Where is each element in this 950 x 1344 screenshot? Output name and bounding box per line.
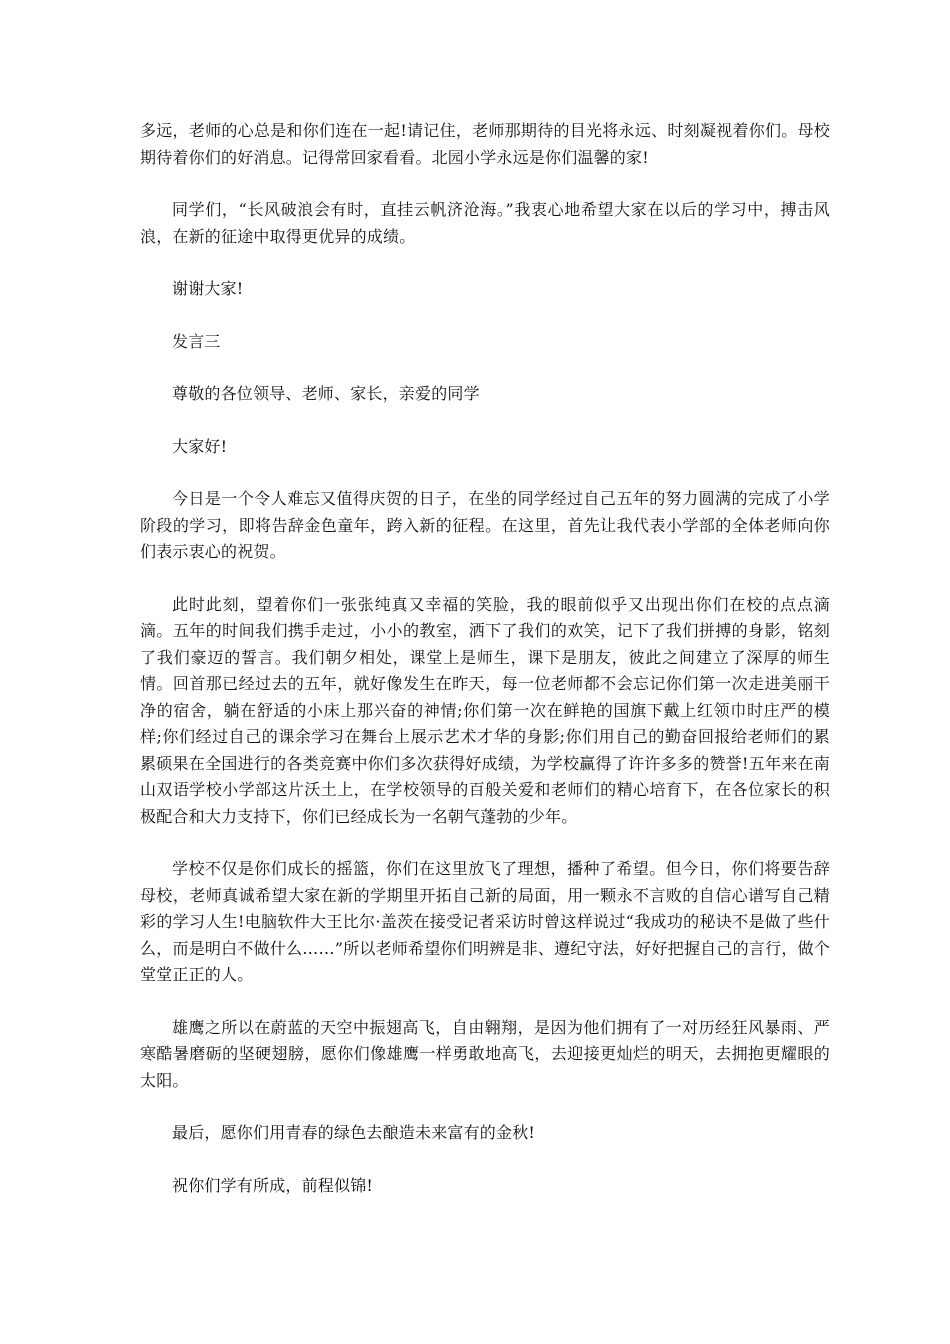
paragraph-gap (140, 303, 830, 329)
paragraph-gap (140, 1094, 830, 1120)
paragraph-gap (140, 250, 830, 276)
paragraph-congratulations: 今日是一个令人难忘又值得庆贺的日子，在坐的同学经过自己五年的努力圆满的完成了小学阶段的学习，即将告辞金色童年，跨入新的征程。在这里，首先让我代表小学部的全体老师向你们表示衷心的祝贺。 (140, 489, 830, 561)
section-heading-speech-three: 发言三 (172, 331, 221, 351)
paragraph-school-cradle: 学校不仅是你们成长的摇篮，你们在这里放飞了理想，播种了希望。但今日，你们将要告辞母校，老师真诚希望大家在新的学期里开拓自己新的局面，用一颗永不言败的自信心谱写自己精彩的学习人生!电脑软件大王比尔·盖茨在接受记者采访时曾这样说过“我成功的秘诀不是做了些什么，而是明白不做什么……”所以老师希望你们明辨是非、遵纪守法，好好把握自己的言行，做个堂堂正正的人。 (140, 859, 830, 984)
paragraph-closing-remarks: 多远，老师的心总是和你们连在一起!请记住，老师那期待的目光将永远、时刻凝视着你们。母校期待着你们的好消息。记得常回家看看。北园小学永远是你们温馨的家! (140, 121, 830, 167)
paragraph-gap (140, 171, 830, 197)
paragraph-thanks: 谢谢大家! (172, 279, 244, 298)
paragraph-gap (140, 460, 830, 486)
document-page (140, 118, 830, 1199)
paragraph-gap (140, 989, 830, 1015)
paragraph-wishes: 祝你们学有所成，前程似锦! (172, 1175, 374, 1195)
paragraph-salutation: 尊敬的各位领导、老师、家长，亲爱的同学 (172, 384, 480, 403)
paragraph-gap (140, 408, 830, 434)
paragraph-memories: 此时此刻，望着你们一张张纯真又幸福的笑脸，我的眼前似乎又出现出你们在校的点点滴滴。五年的时间我们携手走过，小小的教室，洒下了我们的欢笑，记下了我们拼搏的身影，铭刻了我们豪迈的誓言。我们朝夕相处，课堂上是师生，课下是朋友，彼此之间建立了深厚的师生情。回首那已经过去的五年，就好像发生在昨天，每一位老师都不会忘记你们第一次走进美丽干净的宿舍，躺在舒适的小床上那兴奋的神情;你们第一次在鲜艳的国旗下戴上红领巾时庄严的模样;你们经过自己的课余学习在舞台上展示艺术才华的身影;你们用自己的勤奋回报给老师们的累累硕果在全国进行的各类竞赛中你们多次获得好成绩，为学校赢得了许许多多的赞誉!五年来在南山双语学校小学部这片沃土上，在学校领导的百般关爱和老师们的精心培育下，在各位家长的积极配合和大力支持下，你们已经成长为一名朝气蓬勃的少年。 (140, 594, 830, 826)
paragraph-finally: 最后，愿你们用青春的绿色去酿造未来富有的金秋! (172, 1123, 536, 1142)
paragraph-greeting: 大家好! (172, 436, 228, 456)
paragraph-gap (140, 1147, 830, 1173)
paragraph-gap (140, 355, 830, 381)
paragraph-eagle: 雄鹰之所以在蔚蓝的天空中振翅高飞，自由翱翔，是因为他们拥有了一对历经狂风暴雨、严寒酷暑磨砺的坚硬翅膀，愿你们像雄鹰一样勇敢地高飞，去迎接更灿烂的明天，去拥抱更耀眼的太阳。 (140, 1017, 830, 1090)
paragraph-gap (140, 566, 830, 592)
paragraph-gap (140, 830, 830, 856)
paragraph-encouragement: 同学们，“长风破浪会有时，直挂云帆济沧海。”我衷心地希望大家在以后的学习中，搏击风浪，在新的征途中取得更优异的成绩。 (140, 200, 830, 246)
